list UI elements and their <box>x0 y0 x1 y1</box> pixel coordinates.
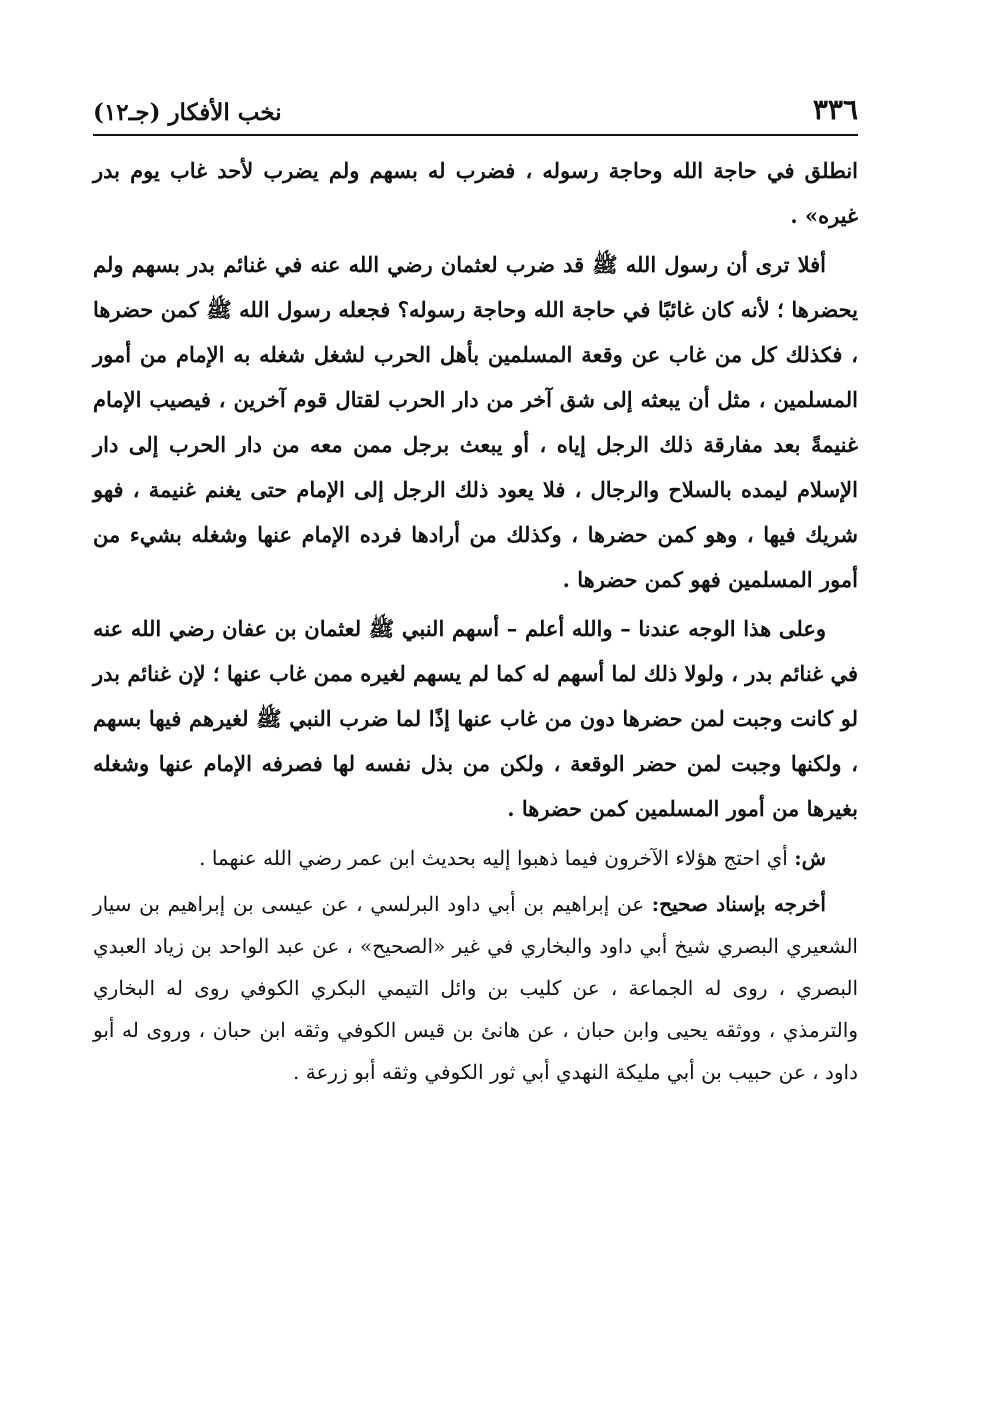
page-number: ٣٣٦ <box>812 93 858 126</box>
sharh-text: أي احتج هؤلاء الآخرون فيما ذهبوا إليه بحديث ابن عمر رضي الله عنهما . <box>199 846 795 870</box>
paragraph-1: انطلق في حاجة الله وحاجة رسوله ، فضرب له بسهم ولم يضرب لأحد غاب يوم بدر غيره» . <box>93 158 858 228</box>
body-text <box>93 148 858 1093</box>
page-header <box>93 86 858 126</box>
running-title: نخب الأفكار (جـ١٢) <box>93 99 282 126</box>
sharh-marker: ش: <box>794 846 826 870</box>
takhrij-text: عن إبراهيم بن أبي داود البرلسي ، عن عيسى بن إبراهيم بن سيار الشعيري البصري شيخ أبي داود والبخاري في غير «الصحيح» ، عن عبد الواحد بن زياد العبدي البصري ، روى له الجماعة ، عن كليب بن وائل التيمي البكري الكوفي روى له البخاري والترمذي ، ووثقه يحيى وابن حبان ، عن هانئ بن قيس الكوفي وثقه ابن حبان ، وروى له أبو داود ، عن حبيب بن أبي مليكة النهدي أبي ثور الكوفي وثقه أبو زرعة . <box>93 892 858 1084</box>
takhrij-heading: أخرجه بإسناد صحيح: <box>651 892 826 916</box>
paragraph-5 <box>93 883 858 1093</box>
header-rule <box>93 134 858 136</box>
paragraph-3: وعلى هذا الوجه عندنا – والله أعلم – أسهم النبي ﷺ لعثمان بن عفان رضي الله عنه في غنائم بدر ، ولولا ذلك لما أسهم له كما لم يسهم لغيره ممن غاب عنها ؛ لإن غنائم بدر لو كانت وجبت لمن حضرها دون من غاب عنها إذًا لما ضرب النبي ﷺ لغيرهم فيها بسهم ، ولكنها وجبت لمن حضر الوقعة ، ولكن من بذل نفسه لها فصرفه الإمام عنها وشغله بغيرها من أمور المسلمين كمن حضرها . <box>93 616 858 821</box>
paragraph-4 <box>93 837 858 879</box>
paragraph-2: أفلا ترى أن رسول الله ﷺ قد ضرب لعثمان رضي الله عنه في غنائم بدر بسهم ولم يحضرها ؛ لأنه كان غائبًا في حاجة الله وحاجة رسوله؟ فجعله رسول الله ﷺ كمن حضرها ، فكذلك كل من غاب عن وقعة المسلمين بأهل الحرب لشغل شغله به الإمام من أمور المسلمين ، مثل أن يبعثه إلى شق آخر من دار الحرب لقتال قوم آخرين ، فيصيب الإمام غنيمةً بعد مفارقة ذلك الرجل إياه ، أو يبعث برجل ممن معه من دار الحرب إلى دار الإسلام ليمده بالسلاح والرجال ، فلا يعود ذلك الرجل إلى الإمام حتى يغنم غنيمة ، فهو شريك فيها ، وهو كمن حضرها ، وكذلك من أرادها فرده الإمام عنها وشغله بشيء من أمور المسلمين فهو كمن حضرها . <box>93 252 858 592</box>
